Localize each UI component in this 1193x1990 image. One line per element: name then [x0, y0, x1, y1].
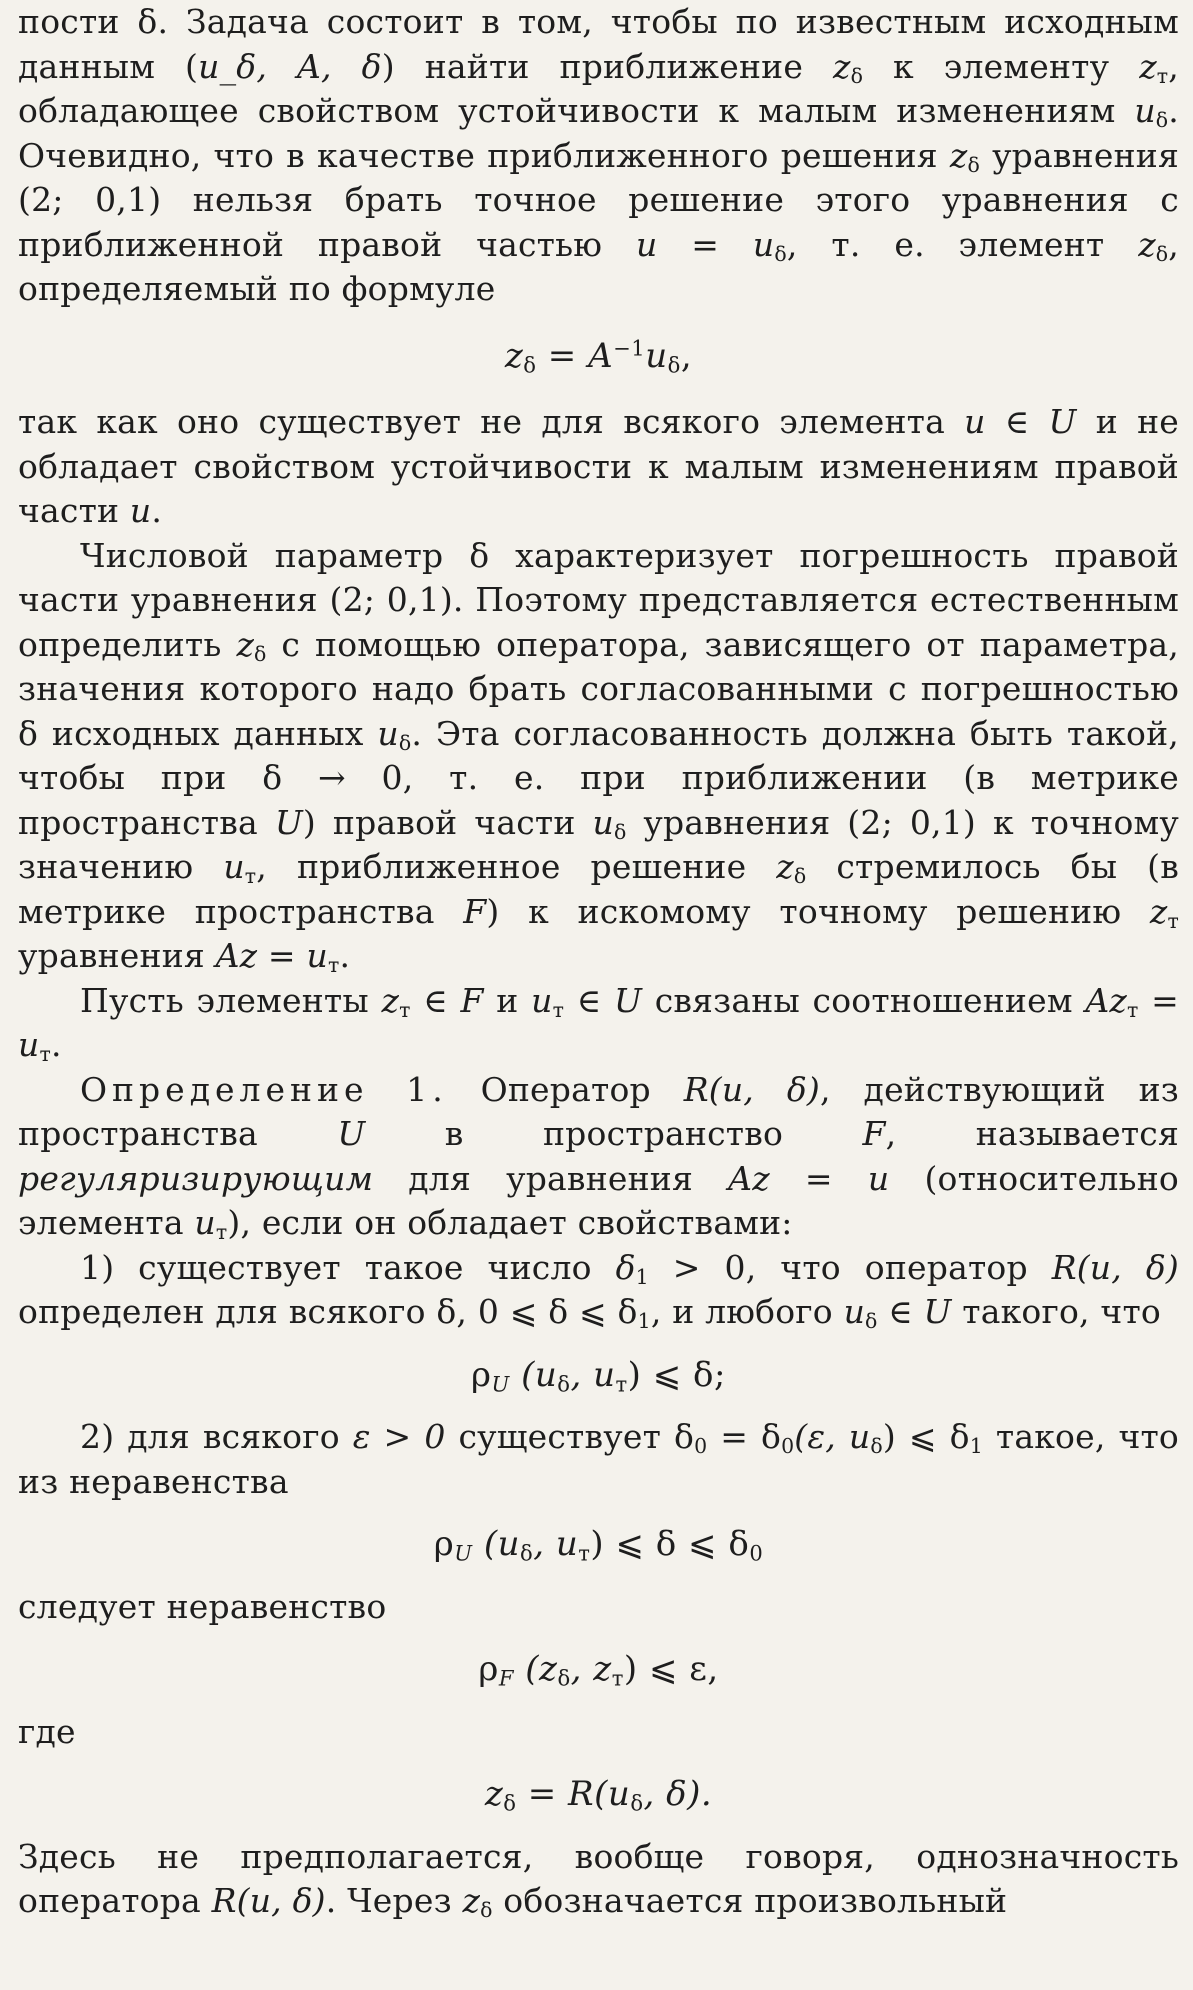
paragraph-3: Числовой параметр δ характеризует погрешность правой части уравнения (2; 0,1). Поэтому представляется естественным определить $z_\delta$ с помощью оператора, зависящего от параметра, значения которого надо брать согласованными с погрешностью δ исходных данных $u_\delta$. Эта согласованность должна быть такой, чтобы при δ → 0, т. е. при приближении (в метрике пространства U) правой части $u_\delta$ уравнения (2; 0,1) к точному значению $u_т$, приближенное решение $z_\delta$ стремилось бы (в метрике пространства F) к искомому точному решению $z_т$ уравнения $Az = u_т$. — [18, 535, 1180, 978]
definition-1: Определение 1. Оператор R(u, δ), действующий из пространства U в пространство F, называется регуляризирующим для уравнения Az = u (относительно элемента $u_т$), если он обладает свойствами: — [18, 1069, 1180, 1245]
property-1: 1) существует такое число $\delta_1 > 0$, что оператор R(u, δ) определен для всякого δ, 0 ⩽ δ ⩽ $\delta_1$, и любого $u_\delta$ ∈ U такого, что — [18, 1247, 1179, 1334]
paragraph-final: Здесь не предполагается, вообще говоря, однозначность оператора R(u, δ). Через $z_\delta$ обозначается произвольный — [18, 1836, 1179, 1923]
paragraph-4: Пусть элементы $z_т$ ∈ F и $u_т$ ∈ U связаны соотношением $Az_т = u_т$. — [18, 980, 1179, 1067]
property-2: 2) для всякого ε > 0 существует $\delta_0 = \delta_0(\varepsilon$, $u_\delta$) ⩽ $\delta_1$ такое, что из неравенства — [18, 1417, 1179, 1501]
definition-term: Определение 1. — [80, 1069, 448, 1109]
equation-z-delta: $z_\delta = R(u_\delta$, δ). — [484, 1774, 713, 1816]
equation-rho-u-bound: $\rho_U$ ($u_\delta$, $u_т$) ⩽ δ ⩽ $\delta_0$ — [433, 1524, 764, 1566]
paragraph-where: где — [18, 1711, 76, 1751]
paragraph-1: пости δ. Задача состоит в том, чтобы по известным исходным данным (u_δ, A, δ) найти приближение $z_\delta$ к элементу $z_т$, обладающее свойством устойчивости к малым изменениям $u_\delta$. Очевидно, что в качестве приближенного решения $z_\delta$ уравнения (2; 0,1) нельзя брать точное решение этого уравнения с приближенной правой частью $u = u_\delta$, т. е. элемент $z_\delta$, определяемый по формуле — [18, 2, 1179, 308]
equation-rho-f: $\rho_F$ ($z_\delta$, $z_т$) ⩽ ε, — [478, 1649, 719, 1691]
equation-inverse: $z_\delta = A^{-1}u_\delta$, — [504, 334, 693, 377]
paragraph-2: так как оно существует не для всякого элемента u ∈ U и не обладает свойством устойчивости к малым изменениям правой части u. — [18, 402, 1180, 530]
equation-rho-u: $\rho_U$ ($u_\delta$, $u_т$) ⩽ δ; — [471, 1354, 726, 1396]
paragraph-follows: следует неравенство — [18, 1586, 387, 1626]
